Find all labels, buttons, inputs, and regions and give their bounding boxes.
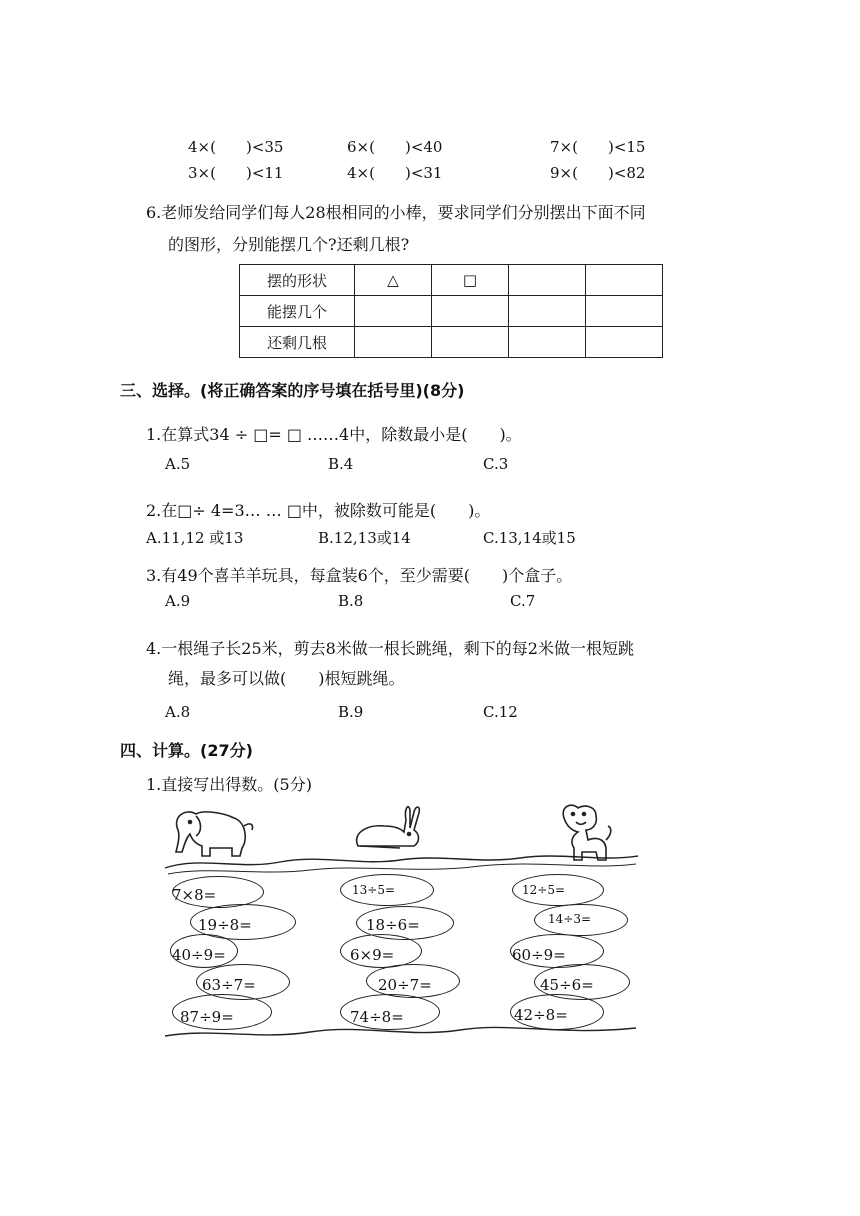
triangle-cell: △ <box>355 265 432 296</box>
square-cell: □ <box>432 265 509 296</box>
s3-q2-text: 2.在□÷ 4=3… … □中，被除数可能是( )。 <box>146 501 491 520</box>
calc-item: 87÷9= <box>180 1008 234 1026</box>
answer-cell[interactable] <box>509 327 586 358</box>
answer-cell[interactable] <box>432 296 509 327</box>
answer-cell[interactable] <box>355 327 432 358</box>
s3-q4-option-a[interactable]: A.8 <box>165 703 191 721</box>
s4-q1-text: 1.直接写出得数。(5分) <box>146 775 312 794</box>
s3-q2-option-a[interactable]: A.11,12 或13 <box>146 529 244 547</box>
answer-cell[interactable] <box>586 296 663 327</box>
top-wave-line <box>165 856 638 868</box>
section3-title: 三、选择。(将正确答案的序号填在括号里)(8分) <box>120 381 465 400</box>
answer-cell[interactable] <box>509 296 586 327</box>
answer-cell[interactable] <box>586 327 663 358</box>
inequality-1-2: 6×( )<40 <box>347 138 443 156</box>
inequality-1-3: 7×( )<15 <box>550 138 646 156</box>
row-label-shape: 摆的形状 <box>240 265 355 296</box>
calc-item: 6×9= <box>350 946 395 964</box>
s3-q4-option-c[interactable]: C.12 <box>483 703 518 721</box>
s3-q4-option-b[interactable]: B.9 <box>338 703 364 721</box>
s3-q1-option-a[interactable]: A.5 <box>165 455 191 473</box>
calc-item: 60÷9= <box>512 946 566 964</box>
row-label-count: 能摆几个 <box>240 296 355 327</box>
inequality-2-2: 4×( )<31 <box>347 164 443 182</box>
s3-q3-option-b[interactable]: B.8 <box>338 592 364 610</box>
dog-icon <box>563 805 611 860</box>
s3-q3-option-a[interactable]: A.9 <box>165 592 191 610</box>
calc-item: 7×8= <box>172 886 217 904</box>
calc-item: 74÷8= <box>350 1008 404 1026</box>
s3-q4-line2: 绳，最多可以做( )根短跳绳。 <box>168 669 405 688</box>
calc-item: 12÷5= <box>522 883 566 897</box>
shape-cell-3[interactable] <box>509 265 586 296</box>
q6-line2: 的图形，分别能摆几个?还剩几根? <box>168 235 410 254</box>
inequality-2-3: 9×( )<82 <box>550 164 646 182</box>
shape-table <box>239 264 663 358</box>
section4-title: 四、计算。(27分) <box>120 741 253 760</box>
shape-cell-4[interactable] <box>586 265 663 296</box>
calc-item: 45÷6= <box>540 976 594 994</box>
s3-q1-option-c[interactable]: C.3 <box>483 455 509 473</box>
s3-q3-text: 3.有49个喜羊羊玩具，每盒装6个，至少需要( )个盒子。 <box>146 566 573 585</box>
calc-item: 42÷8= <box>514 1006 568 1024</box>
calc-item: 63÷7= <box>202 976 256 994</box>
inequality-2-1: 3×( )<11 <box>188 164 284 182</box>
answer-cell[interactable] <box>355 296 432 327</box>
elephant-icon <box>176 812 253 856</box>
q6-line1: 6.老师发给同学们每人28根相同的小棒，要求同学们分别摆出下面不同 <box>146 203 646 222</box>
calc-item: 19÷8= <box>198 916 252 934</box>
calc-item: 40÷9= <box>172 946 226 964</box>
calc-item: 14÷3= <box>548 912 592 926</box>
calc-item: 18÷6= <box>366 916 420 934</box>
s3-q1-text: 1.在算式34 ÷ □= □ ……4中，除数最小是( )。 <box>146 425 522 444</box>
s3-q3-option-c[interactable]: C.7 <box>510 592 536 610</box>
rabbit-icon <box>357 807 420 848</box>
answer-cell[interactable] <box>432 327 509 358</box>
s3-q1-option-b[interactable]: B.4 <box>328 455 354 473</box>
inequality-1-1: 4×( )<35 <box>188 138 284 156</box>
row-label-remain: 还剩几根 <box>240 327 355 358</box>
s3-q2-option-c[interactable]: C.13,14或15 <box>483 529 576 547</box>
s3-q2-option-b[interactable]: B.12,13或14 <box>318 529 411 547</box>
calc-item: 20÷7= <box>378 976 432 994</box>
calc-item: 13÷5= <box>352 883 396 897</box>
s3-q4-line1: 4.一根绳子长25米，剪去8米做一根长跳绳，剩下的每2米做一根短跳 <box>146 639 634 658</box>
